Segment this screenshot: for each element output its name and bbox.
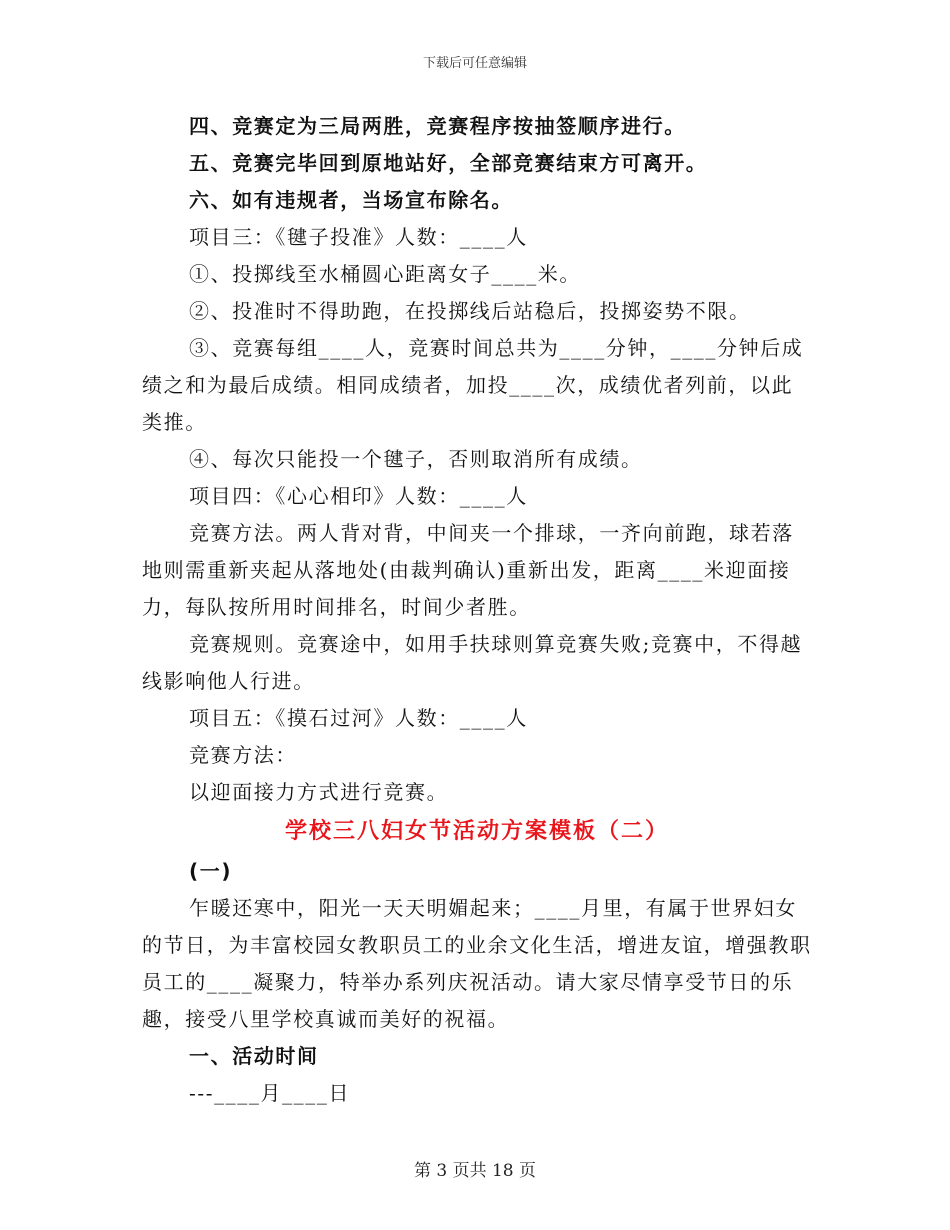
- event-5-heading: 项目五：《摸石过河》人数：____人: [189, 706, 528, 730]
- rule-5: 五、竞赛完毕回到原地站好，全部竞赛结束方可离开。: [189, 151, 708, 175]
- event-5-method-label: 竞赛方法：: [189, 743, 297, 767]
- event-4-rules: 竞赛规则。竞赛途中，如用手扶球则算竞赛失败;竞赛中，不得越线影响他人行进。: [142, 632, 803, 693]
- activity-date: ---____月____日: [189, 1081, 351, 1105]
- intro-paragraph: 乍暖还寒中，阳光一天天明媚起来；____月里，有属于世界妇女的节日，为丰富校园女教职员工的业余文化生活，增进友谊，增强教职员工的____凝聚力，特举办系列庆祝活动。请大家尽情享受节日的乐趣，接受八里学校真诚而美好的祝福。: [142, 896, 812, 1031]
- event-3-item-4: ④、每次只能投一个毽子，否则取消所有成绩。: [189, 447, 643, 471]
- rule-6: 六、如有违规者，当场宣布除名。: [189, 188, 513, 212]
- event-4-heading: 项目四：《心心相印》人数：____人: [189, 484, 528, 508]
- document-body: [142, 108, 812, 1112]
- event-5-method: 以迎面接力方式进行竞赛。: [189, 780, 449, 804]
- event-3-item-2: ②、投准时不得助跑，在投掷线后站稳后，投掷姿势不限。: [189, 299, 751, 323]
- event-4-method: 竞赛方法。两人背对背，中间夹一个排球，一齐向前跑，球若落地则需重新夹起从落地处(由裁判确认)重新出发，距离____米迎面接力，每队按所用时间排名，时间少者胜。: [142, 521, 794, 619]
- rule-4: 四、竞赛定为三局两胜，竞赛程序按抽签顺序进行。: [189, 114, 686, 138]
- page-header: 下载后可任意编辑: [422, 56, 527, 71]
- event-3-item-3: ③、竞赛每组____人，竞赛时间总共为____分钟，____分钟后成绩之和为最后成绩。相同成绩者，加投____次，成绩优者列前，以此类推。: [142, 336, 804, 434]
- part-1-label: (一): [189, 859, 233, 883]
- section-title: 学校三八妇女节活动方案模板（二）: [284, 819, 669, 844]
- activity-time-heading: 一、活动时间: [189, 1044, 319, 1068]
- page-footer: 第 3 页共 18 页: [413, 1161, 537, 1181]
- event-3-heading: 项目三：《毽子投准》人数：____人: [189, 225, 528, 249]
- event-3-item-1: ①、投掷线至水桶圆心距离女子____米。: [189, 262, 581, 286]
